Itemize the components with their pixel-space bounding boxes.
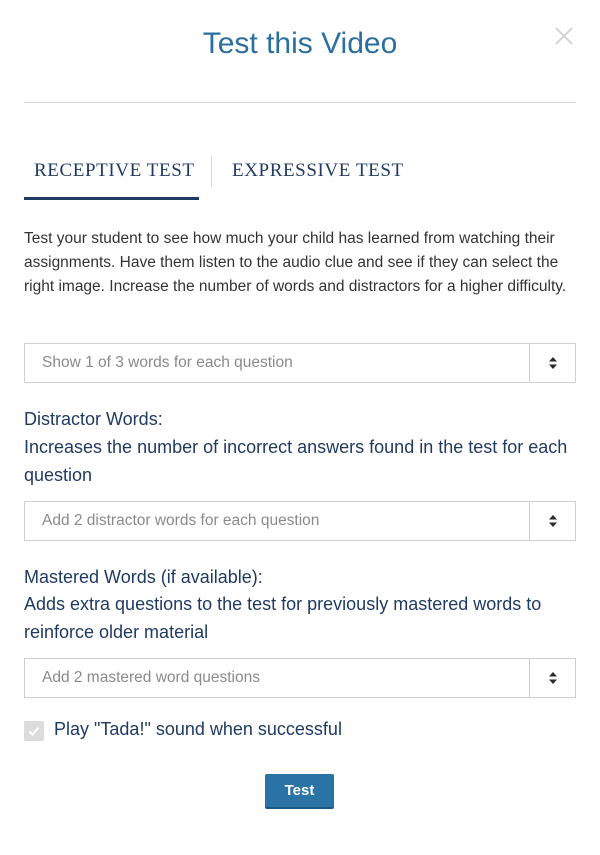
active-tab-indicator xyxy=(24,197,199,200)
sort-arrows-icon xyxy=(529,659,575,697)
sort-arrows-icon xyxy=(529,344,575,382)
mastered-description: Adds extra questions to the test for previously mastered words to reinforce older material xyxy=(24,594,542,642)
tab-receptive-test[interactable]: RECEPTIVE TEST xyxy=(34,160,195,181)
distractor-description: Increases the number of incorrect answers found in the test for each question xyxy=(24,437,568,485)
tada-sound-checkbox[interactable] xyxy=(24,721,44,741)
words-per-question-value: Show 1 of 3 words for each question xyxy=(42,354,293,371)
close-icon[interactable] xyxy=(552,24,576,48)
tada-sound-label: Play "Tada!" sound when successful xyxy=(54,719,342,739)
distractor-heading: Distractor Words: xyxy=(24,409,163,429)
test-description: Test your student to see how much your child has learned from watching their assignments. Have them listen to the audio clue and see if they can select the right image. Increase the number of words and distractors for a higher difficulty. xyxy=(24,230,567,295)
sort-arrows-icon xyxy=(529,502,575,540)
tab-separator xyxy=(211,156,212,187)
modal-title: Test this Video xyxy=(202,27,398,60)
distractor-words-select[interactable] xyxy=(24,501,576,541)
test-button[interactable]: Test xyxy=(265,774,334,807)
mastered-words-value: Add 2 mastered word questions xyxy=(42,669,260,686)
distractor-words-value: Add 2 distractor words for each question xyxy=(42,512,320,529)
words-per-question-select[interactable] xyxy=(24,343,576,383)
check-icon xyxy=(27,724,41,738)
mastered-heading: Mastered Words (if available): xyxy=(24,567,263,587)
header-divider xyxy=(24,102,576,103)
mastered-words-select[interactable] xyxy=(24,658,576,698)
tab-expressive-test[interactable]: EXPRESSIVE TEST xyxy=(232,160,404,181)
close-button[interactable] xyxy=(552,24,576,48)
